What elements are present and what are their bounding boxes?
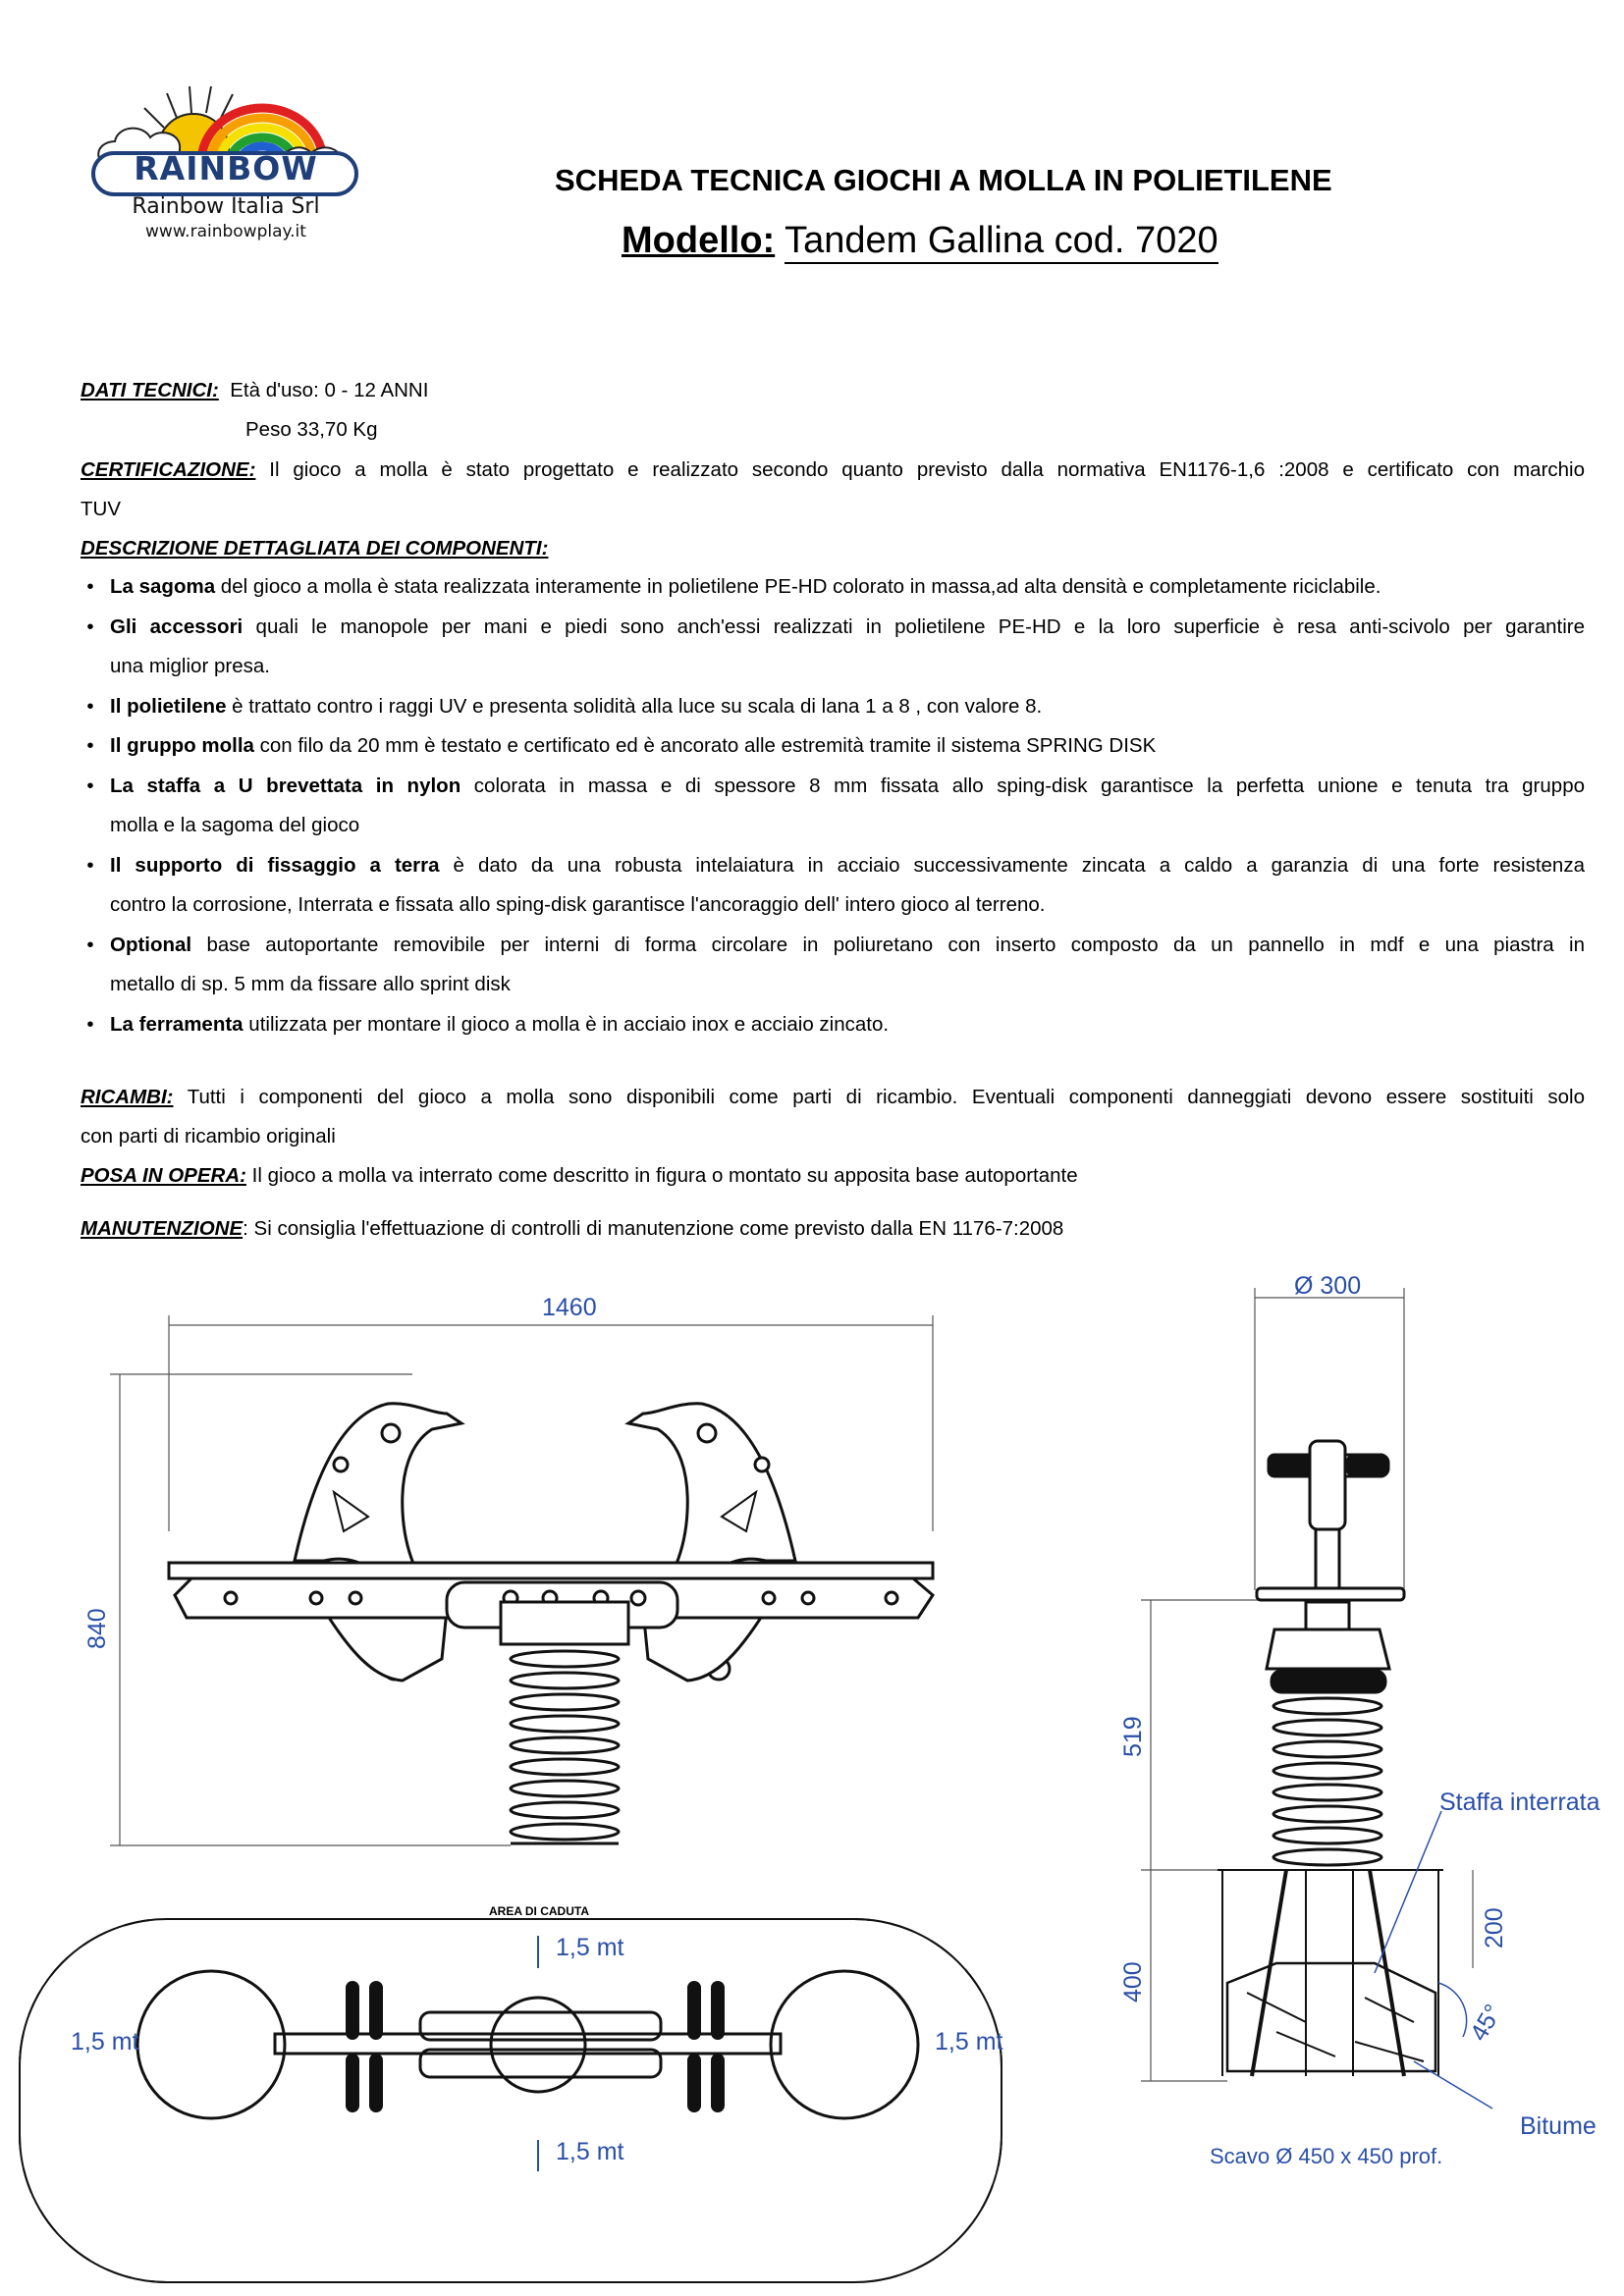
eta-uso: Età d'uso: 0 - 12 ANNI [230,379,429,401]
dati-tecnici-heading: DATI TECNICI: [81,379,219,401]
logo-brand: RAINBOW [134,149,318,187]
front-height-label: 840 [83,1608,111,1649]
scavo-label: Scavo Ø 450 x 450 prof. [1210,2144,1443,2168]
side-below-label: 400 [1119,1961,1147,2002]
manutenzione-line: MANUTENZIONE: Si consiglia l'effettuazione di controlli di manutenzione come previsto dalla EN 1176-7:2008 [81,1217,1064,1240]
certificazione-line2: TUV [81,498,121,520]
right-chicken-seat [628,1404,795,1681]
posa-line: POSA IN OPERA: Il gioco a molla va interrato come descritto in figura o montato su apposita base autoportante [81,1164,1078,1187]
logo-company-name: Rainbow Italia Srl [132,194,320,219]
logo-website: www.rainbowplay.it [145,222,306,241]
left-chicken-seat [295,1404,461,1681]
area-caduta-label: AREA DI CADUTA [489,1904,589,1918]
clearance-top-label: 1,5 mt [556,1934,624,1961]
front-width-label: 1460 [542,1294,597,1321]
side-diameter-label: Ø 300 [1294,1272,1362,1300]
clearance-right-label: 1,5 mt [935,2028,1003,2056]
spring [511,1651,619,1843]
side-leader-lines [1375,1811,1492,2109]
descrizione-heading: DESCRIZIONE DETTAGLIATA DEI COMPONENTI: [81,537,549,560]
certificazione-line1: CERTIFICAZIONE: Il gioco a molla è stato progettato e realizzato secondo quanto previsto dalla normativa EN1176-1,6 :2008 e certificato con marchio [81,458,1585,481]
plan-seats [137,1971,918,2118]
model-label: Modello: [622,220,776,261]
side-seat [1257,1588,1404,1692]
bitume-label: Bitume [1520,2112,1597,2140]
posa-heading: POSA IN OPERA: [81,1164,246,1187]
main-beam [169,1563,933,1644]
ground-section [1218,1870,1443,2076]
front-width-dimension [169,1315,933,1531]
side-depth-label: 200 [1481,1907,1508,1949]
clearance-bottom-label: 1,5 mt [556,2138,624,2165]
document-title: SCHEDA TECNICA GIOCHI A MOLLA IN POLIETILENE [555,163,1332,197]
certificazione-heading: CERTIFICAZIONE: [81,458,256,481]
side-handle [1269,1441,1388,1588]
staffa-interrata-label: Staffa interrata [1439,1789,1600,1816]
ricambi-line2: con parti di ricambio originali [81,1125,336,1148]
clearance-left-label: 1,5 mt [71,2028,139,2056]
manutenzione-heading: MANUTENZIONE [81,1217,244,1240]
ricambi-line1: RICAMBI: Tutti i componenti del gioco a molla sono disponibili come parti di ricambio. Eventuali componenti danneggiati devono essere sostituiti solo [81,1086,1585,1108]
side-spring [1273,1698,1381,1865]
model-value: Tandem Gallina cod. 7020 [785,220,1218,264]
diameter-symbol: Ø [1294,1272,1314,1300]
safety-area-outline [20,1919,1001,2282]
ricambi-heading: RICAMBI: [81,1086,174,1108]
peso-line: Peso 33,70 Kg [245,418,378,441]
side-above-label: 519 [1119,1716,1147,1757]
angle-label: 45° [1465,2000,1508,2046]
